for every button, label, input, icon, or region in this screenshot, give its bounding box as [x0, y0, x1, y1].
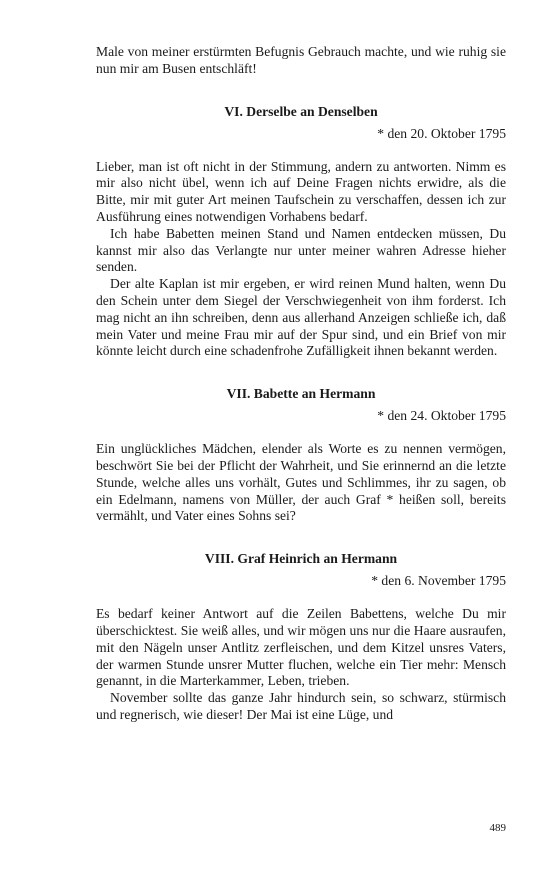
page-body — [96, 44, 506, 724]
letter-date: * den 24. Oktober 1795 — [377, 408, 506, 424]
letter-viii — [96, 550, 506, 724]
letter-paragraph: Es bedarf keiner Antwort auf die Zeilen Babettens, welche Du mir überschicktest. Sie weiß alles, und wir mögen uns nur die Haare ausraufen, mit den Nägeln unser Antlitz zerfleischen, und dem Kitzel unsres Vaters, der warmen Stunde unsrer Mutter fluchen, welche ein Tier mehr: Mensch genannt, in die Marterkammer, Leben, trieben. — [96, 606, 506, 689]
letter-paragraph: Ich habe Babetten meinen Stand und Namen entdecken müssen, Du kannst mir also das Verlangte nur unter meiner wahren Adresse hieher senden. — [96, 225, 506, 275]
letter-heading: VI. Derselbe an Denselben — [224, 103, 378, 119]
letter-date: * den 20. Oktober 1795 — [377, 125, 506, 141]
letter-vi — [96, 103, 506, 361]
letter-date: * den 6. November 1795 — [371, 573, 506, 589]
letter-paragraph: Ein unglückliches Mädchen, elender als Worte es zu nennen vermögen, beschwört Sie bei der Pflicht der Wahrheit, und Sie erinnernd an die letzte Stunde, welche alles uns vorhält, Gutes und Schlimmes, ihr zu sagen, ob ein Edelmann, namens von Müller, der auch Graf * heißen soll, bereits vermählt, und Vater eines Sohns sei? — [96, 441, 506, 524]
letter-paragraph: November sollte das ganze Jahr hindurch sein, so schwarz, stürmisch und regnerisch, wie dieser! Der Mai ist eine Lüge, und — [96, 690, 506, 722]
letter-paragraph: Lieber, man ist oft nicht in der Stimmung, andern zu antworten. Nimm es mir also nicht übel, wenn ich auf Deine Fragen nichts erwidre, als die Bitte, mir mit guter Art meinen Taufschein zu verschaffen, dessen ich zur Ausführung eines notwendigen Vorhabens bedarf. — [96, 158, 506, 224]
letter-vii — [96, 385, 506, 525]
continuation-text: Male von meiner erstürmten Befugnis Gebrauch machte, und wie ruhig sie nun mir am Busen entschläft! — [96, 44, 506, 76]
letter-paragraph: Der alte Kaplan ist mir ergeben, er wird reinen Mund halten, wenn Du den Schein unter dem Siegel der Verschwiegenheit von ihm forderst. Ich mag nicht an ihn schreiben, denn aus allerhand Anzeigen schließe ich, daß mein Vater und meine Frau mir auf der Spur sind, und ein Brief von mir könnte leicht durch eine schadenfrohe Zufälligkeit ihnen bekannt werden. — [96, 276, 506, 359]
letter-heading: VII. Babette an Hermann — [226, 386, 376, 402]
page-number: 489 — [489, 822, 506, 834]
letter-heading: VIII. Graf Heinrich an Hermann — [204, 551, 398, 567]
